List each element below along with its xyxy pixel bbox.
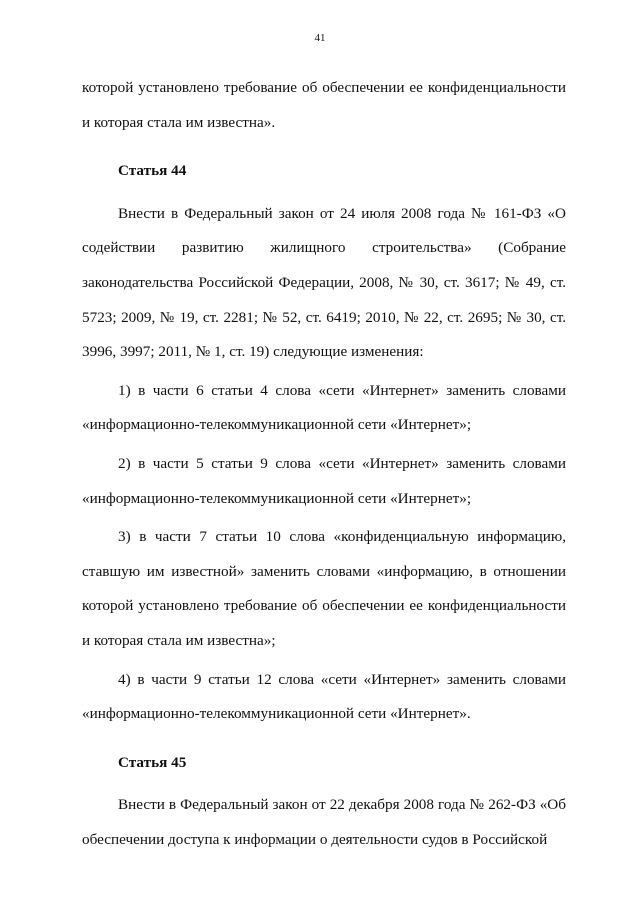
amendment-item-2: 2) в части 5 статьи 9 слова «сети «Интернет» заменить словами «информационно-телекоммуникационной сети «Интернет»; bbox=[82, 454, 566, 507]
article-45-intro: Внести в Федеральный закон от 22 декабря 2008 года № 262-ФЗ «Об обеспечении доступа к информации о деятельности судов в Российской bbox=[82, 796, 566, 848]
article-heading-44: Статья 44 bbox=[118, 162, 187, 180]
amendment-item-4: 4) в части 9 статьи 12 слова «сети «Интернет» заменить словами «информационно-телекоммуникационной сети «Интернет». bbox=[82, 670, 566, 723]
paragraph-continuation: которой установлено требование об обеспечении ее конфиденциальности и которая стала им известна». bbox=[82, 79, 566, 131]
page-number: 41 bbox=[314, 32, 326, 44]
amendment-item-3: 3) в части 7 статьи 10 слова «конфиденциальную информацию, ставшую им известной» заменить словами «информацию, в отношении которой установлено требование об обеспечении ее конфиденциальности и которая стала им известна»; bbox=[82, 528, 566, 649]
document-body bbox=[82, 71, 566, 857]
article-44-intro: Внести в Федеральный закон от 24 июля 2008 года № 161-ФЗ «О содействии развитию жилищного строительства» (Собрание законодательства Российской Федерации, 2008, № 30, ст. 3617; № 49, ст. 5723; 2009, № 19, ст. 2281; № 52, ст. 6419; 2010, № 22, ст. 2695; № 30, ст. 3996, 3997; 2011, № 1, ст. 19) следующие изменения: bbox=[82, 204, 566, 361]
amendment-item-1: 1) в части 6 статьи 4 слова «сети «Интернет» заменить словами «информационно-телекоммуникационной сети «Интернет»; bbox=[82, 381, 566, 434]
article-heading-45: Статья 45 bbox=[118, 753, 187, 771]
